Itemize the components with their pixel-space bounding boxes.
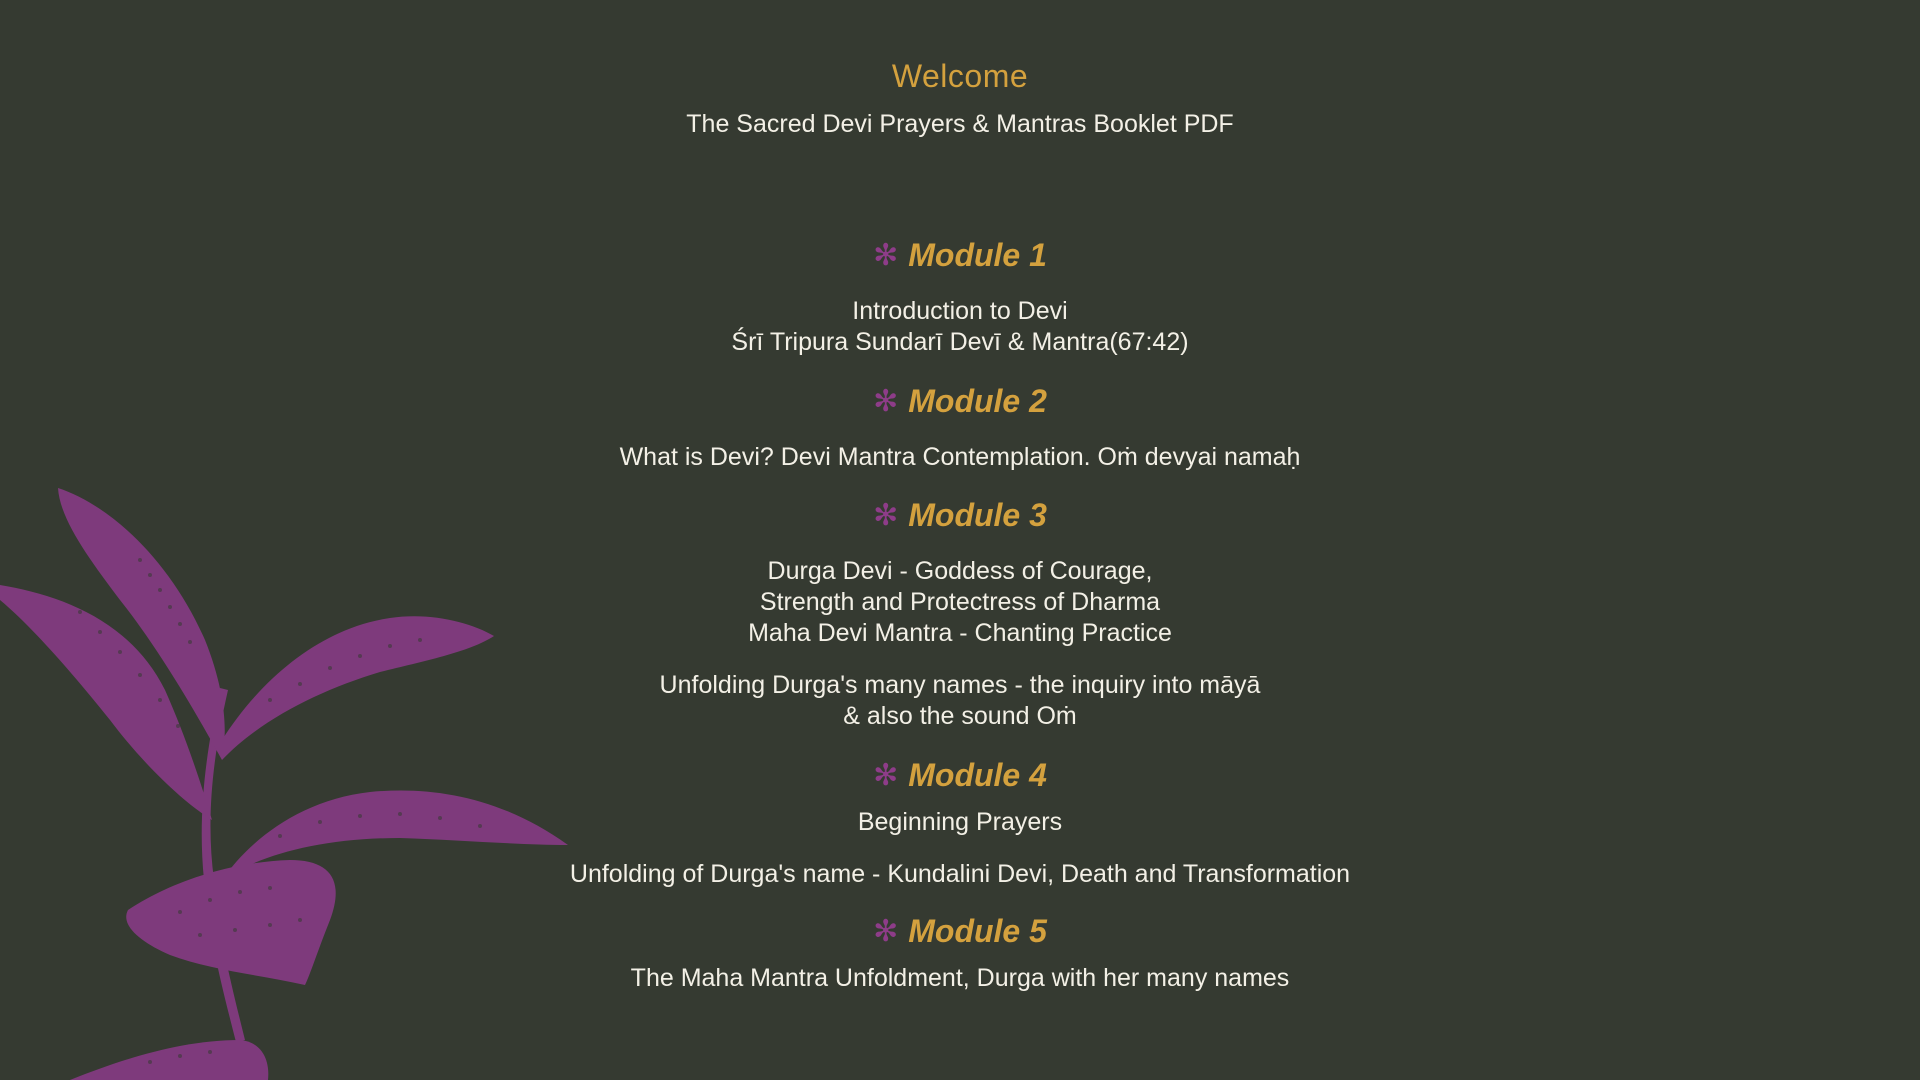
module-title: Module 5: [908, 913, 1047, 949]
welcome-heading: Welcome: [891, 58, 1029, 94]
module-title: Module 2: [908, 383, 1047, 419]
module-title: Module 3: [908, 497, 1047, 533]
asterisk-flower-icon: ✻: [873, 239, 899, 272]
module-1-line-1: Introduction to Devi: [852, 297, 1068, 325]
module-2-heading: [0, 383, 1920, 420]
module-3-line-1: Durga Devi - Goddess of Courage,: [767, 557, 1153, 585]
module-4-line-2: Unfolding of Durga's name - Kundalini Devi, Death and Transformation: [569, 860, 1351, 888]
module-3-line-3: Maha Devi Mantra - Chanting Practice: [748, 619, 1172, 647]
module-5-heading: [0, 913, 1920, 950]
module-3-line-4: Unfolding Durga's many names - the inquiry into māyā: [659, 671, 1261, 699]
asterisk-flower-icon: ✻: [873, 499, 899, 532]
asterisk-flower-icon: ✻: [873, 385, 899, 418]
asterisk-flower-icon: ✻: [873, 759, 899, 792]
module-title: Module 1: [908, 237, 1047, 273]
asterisk-flower-icon: ✻: [873, 915, 899, 948]
module-1-heading: [0, 237, 1920, 274]
module-3-line-2: Strength and Protectress of Dharma: [759, 588, 1161, 616]
module-4-heading: [0, 757, 1920, 794]
module-2-line-1: What is Devi? Devi Mantra Contemplation. Oṁ devyai namaḥ: [619, 443, 1301, 471]
module-3-heading: [0, 497, 1920, 534]
module-5-line-1: The Maha Mantra Unfoldment, Durga with her many names: [630, 964, 1290, 992]
booklet-subtitle: The Sacred Devi Prayers & Mantras Booklet PDF: [686, 110, 1234, 138]
module-4-line-1: Beginning Prayers: [857, 808, 1063, 836]
module-3-line-5: & also the sound Oṁ: [843, 702, 1077, 730]
module-1-line-2: Śrī Tripura Sundarī Devī & Mantra(67:42): [731, 328, 1189, 356]
module-title: Module 4: [908, 757, 1047, 793]
